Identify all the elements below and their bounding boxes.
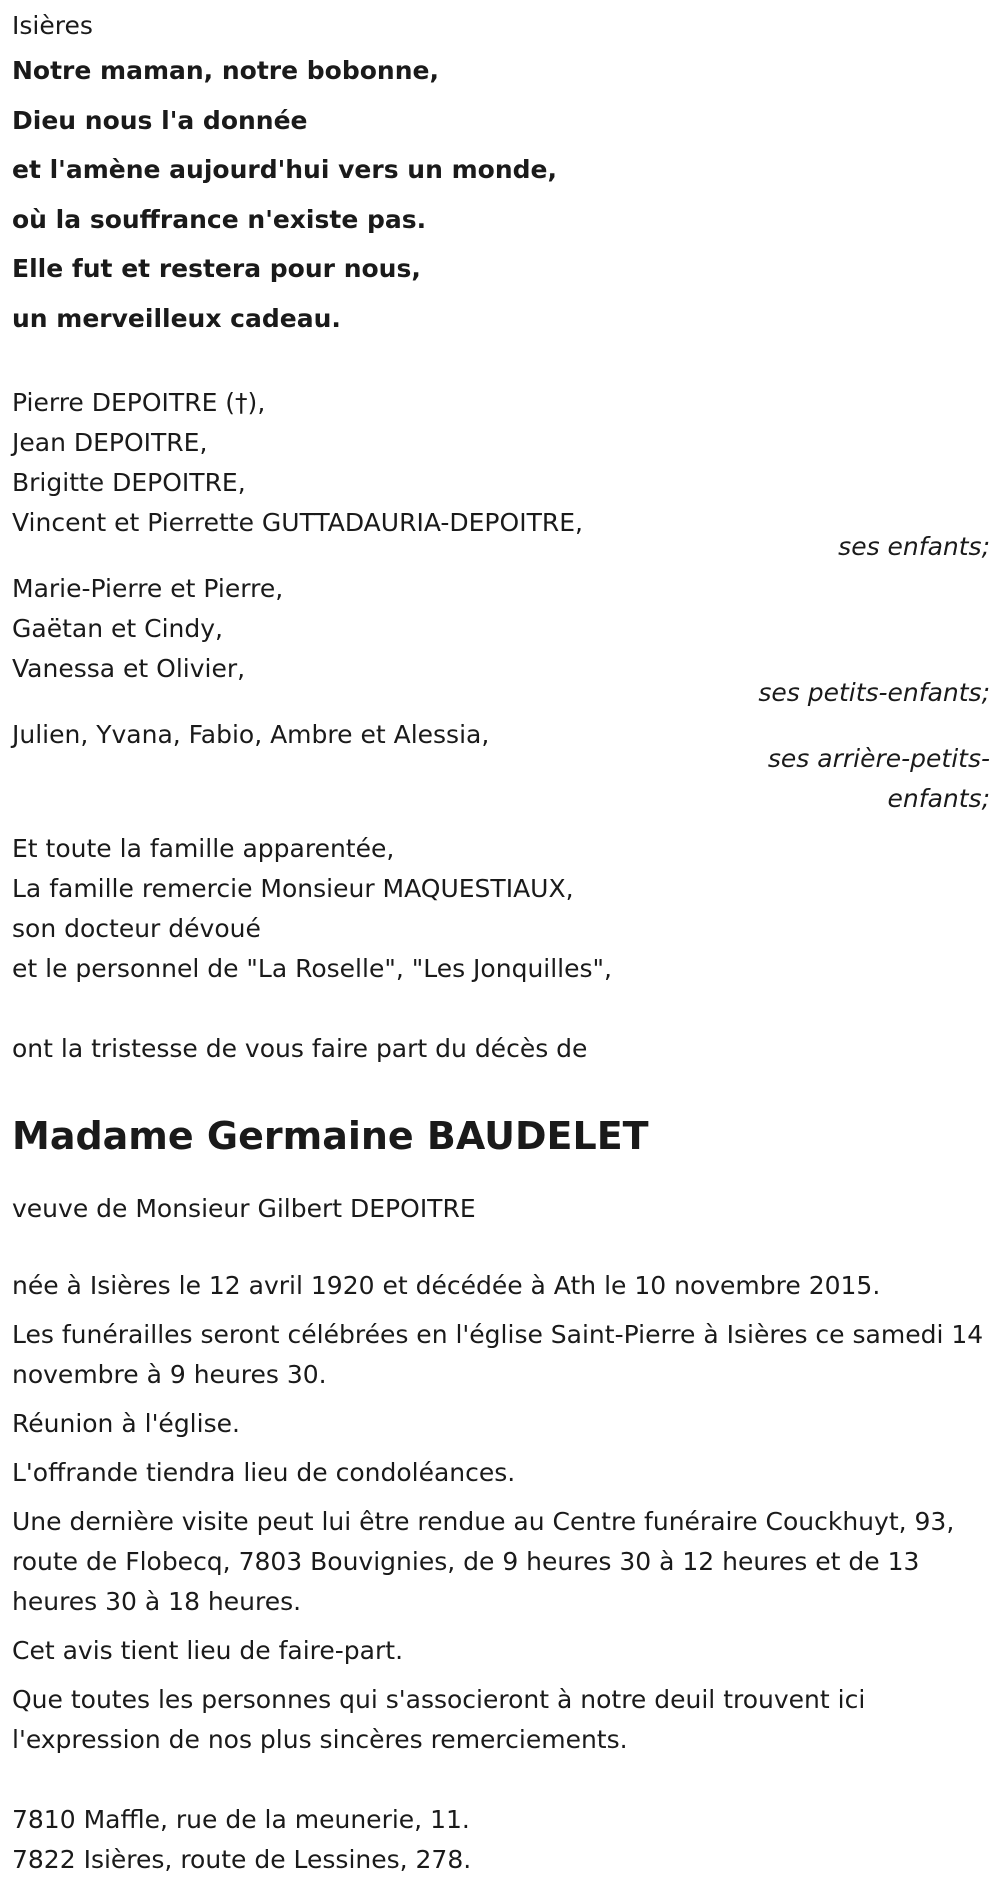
child-name: Vincent et Pierrette GUTTADAURIA-DEPOITRE,: [12, 508, 583, 537]
detail-paragraph: Cet avis tient lieu de faire-part.: [12, 1636, 404, 1665]
family-line: son docteur dévoué: [12, 914, 261, 943]
details: [12, 1266, 990, 1760]
address-line: 7822 Isières, route de Lessines, 278.: [12, 1845, 472, 1874]
detail-paragraph: Les funérailles seront célébrées en l'église Saint-Pierre à Isières ce samedi 14 novembre à 9 heures 30.: [12, 1320, 984, 1389]
family-thanks: [12, 829, 990, 989]
child-name: Jean DEPOITRE,: [12, 428, 208, 457]
address-line: 7810 Maffle, rue de la meunerie, 11.: [12, 1805, 470, 1834]
children-group: [12, 383, 990, 567]
grandchildren-role: ses petits-enfants;: [758, 678, 990, 707]
announcement: ont la tristesse de vous faire part du décès de: [12, 1034, 588, 1063]
poem-line: Dieu nous l'a donnée: [12, 105, 308, 135]
family-line: Et toute la famille apparentée,: [12, 834, 395, 863]
poem: [12, 46, 990, 343]
detail-paragraph: Une dernière visite peut lui être rendue au Centre funéraire Couckhuyt, 93, route de Flobecq, 7803 Bouvignies, de 9 heures 30 à 12 heures et de 13 heures 30 à 18 heures.: [12, 1507, 955, 1616]
child-name: Brigitte DEPOITRE,: [12, 468, 246, 497]
detail-paragraph: Que toutes les personnes qui s'associeront à notre deuil trouvent ici l'expression de nos plus sincères remerciements.: [12, 1685, 866, 1754]
great-grandchildren-role-line1: ses arrière-petits-: [767, 744, 990, 773]
great-grandchildren-group: [12, 715, 990, 819]
poem-line: Elle fut et restera pour nous,: [12, 254, 421, 283]
detail-paragraph: née à Isières le 12 avril 1920 et décédée à Ath le 10 novembre 2015.: [12, 1271, 881, 1300]
great-grandchildren-role-line2: enfants;: [887, 784, 990, 813]
family-line: La famille remercie Monsieur MAQUESTIAUX,: [12, 874, 574, 903]
poem-line: et l'amène aujourd'hui vers un monde,: [12, 155, 557, 184]
detail-paragraph: Réunion à l'église.: [12, 1409, 240, 1438]
widow-of: veuve de Monsieur Gilbert DEPOITRE: [12, 1194, 476, 1223]
deceased-name: Madame Germaine BAUDELET: [12, 1114, 649, 1158]
poem-line: Notre maman, notre bobonne,: [12, 56, 439, 85]
location-header: Isières: [12, 11, 93, 40]
addresses: [12, 1800, 990, 1880]
children-role: ses enfants;: [838, 532, 990, 561]
grandchild-name: Vanessa et Olivier,: [12, 654, 246, 683]
grandchild-name: Gaëtan et Cindy,: [12, 614, 223, 643]
family-line: et le personnel de "La Roselle", "Les Jonquilles",: [12, 954, 612, 983]
poem-line: un merveilleux cadeau.: [12, 303, 341, 333]
grandchild-name: Marie-Pierre et Pierre,: [12, 574, 284, 603]
child-name: Pierre DEPOITRE (†),: [12, 388, 266, 417]
grandchildren-group: [12, 569, 990, 713]
poem-line: où la souffrance n'existe pas.: [12, 204, 427, 234]
obituary-notice: [12, 0, 990, 1880]
great-grandchild-names: Julien, Yvana, Fabio, Ambre et Alessia,: [12, 720, 490, 749]
detail-paragraph: L'offrande tiendra lieu de condoléances.: [12, 1458, 516, 1487]
